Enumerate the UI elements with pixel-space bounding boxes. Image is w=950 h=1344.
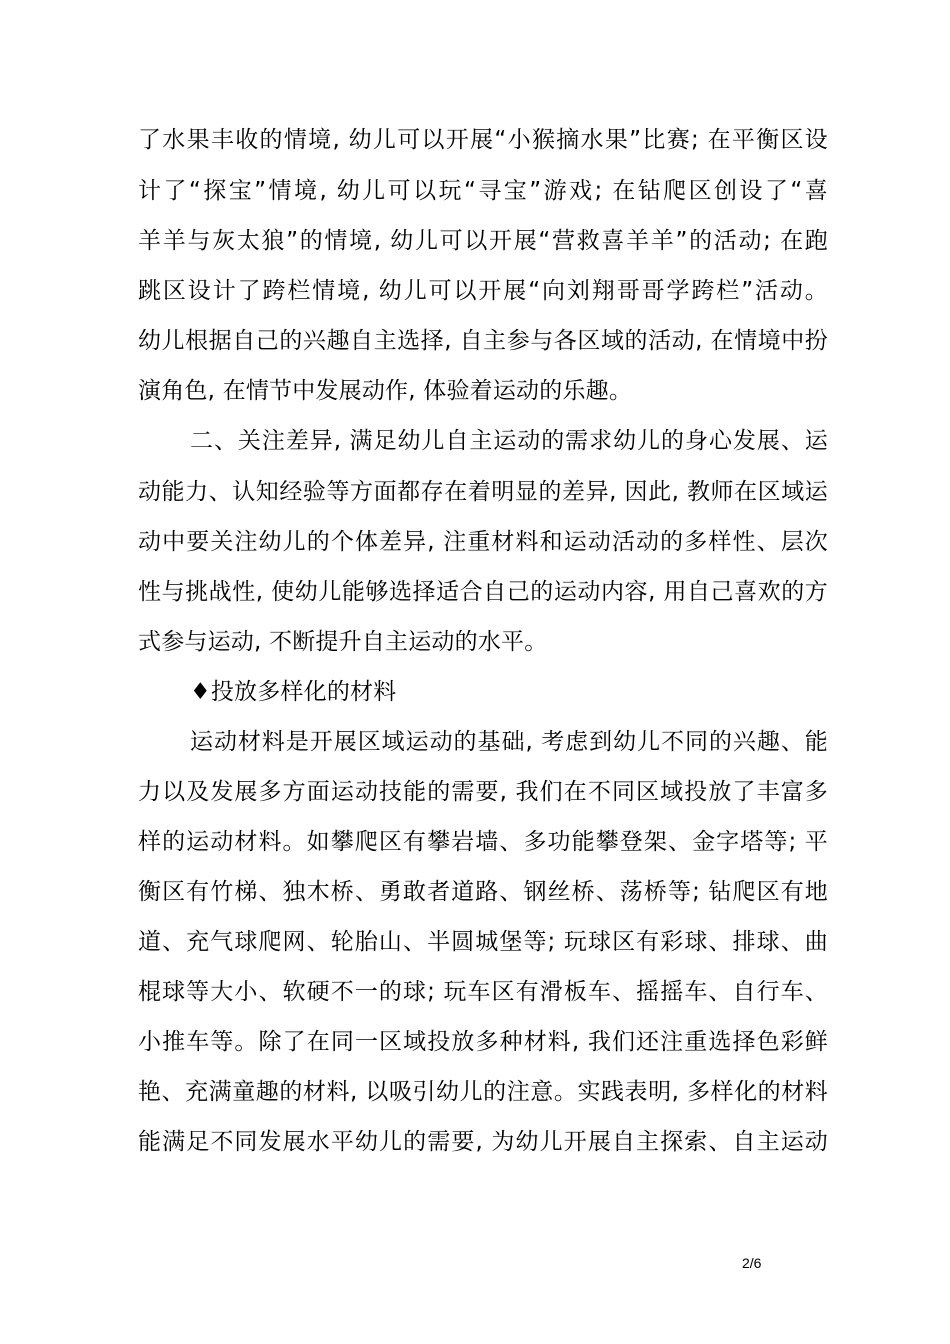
text-line: 能满足不同发展水平幼儿的需要, 为幼儿开展自主探索、自主运动 xyxy=(138,1129,828,1155)
text-line: 性与挑战性, 使幼儿能够选择适合自己的运动内容, 用自己喜欢的方 xyxy=(138,579,828,605)
text-line: 小推车等。除了在同一区域投放多种材料, 我们还注重选择色彩鲜 xyxy=(138,1029,828,1055)
text-line: 跳区设计了跨栏情境, 幼儿可以开展“向刘翔哥哥学跨栏”活动。 xyxy=(138,278,828,304)
text-line: 力以及发展多方面运动技能的需要, 我们在不同区域投放了丰富多 xyxy=(138,779,828,805)
text-line: 动中要关注幼儿的个体差异, 注重材料和运动活动的多样性、层次 xyxy=(138,529,828,555)
text-line: 计了“探宝”情境, 幼儿可以玩“寻宝”游戏; 在钻爬区创设了“喜 xyxy=(138,178,828,204)
text-line: 艳、充满童趣的材料, 以吸引幼儿的注意。实践表明, 多样化的材料 xyxy=(138,1079,828,1105)
text-line: 式参与运动, 不断提升自主运动的水平。 xyxy=(138,629,548,655)
text-line: 幼儿根据自己的兴趣自主选择, 自主参与各区域的活动, 在情境中扮 xyxy=(138,328,828,354)
text-line: 羊羊与灰太狼”的情境, 幼儿可以开展“营救喜羊羊”的活动; 在跑 xyxy=(138,228,828,254)
text-line: 动能力、认知经验等方面都存在着明显的差异, 因此, 教师在区域运 xyxy=(138,479,828,505)
text-line: 衡区有竹梯、独木桥、勇敢者道路、钢丝桥、荡桥等; 钻爬区有地 xyxy=(138,879,828,905)
text-line: 棍球等大小、软硬不一的球; 玩车区有滑板车、摇摇车、自行车、 xyxy=(138,979,828,1005)
page-number: 2/6 xyxy=(742,1255,762,1271)
text-line: 运动材料是开展区域运动的基础, 考虑到幼儿不同的兴趣、能 xyxy=(190,729,828,755)
text-line: 样的运动材料。如攀爬区有攀岩墙、多功能攀登架、金字塔等; 平 xyxy=(138,829,828,855)
section-heading-line: 二、关注差异, 满足幼儿自主运动的需求幼儿的身心发展、运 xyxy=(190,428,828,454)
text-line: 道、充气球爬网、轮胎山、半圆城堡等; 玩球区有彩球、排球、曲 xyxy=(138,929,828,955)
bullet-heading: ♦投放多样化的材料 xyxy=(190,679,397,705)
text-line: 了水果丰收的情境, 幼儿可以开展“小猴摘水果”比赛; 在平衡区设 xyxy=(138,127,828,153)
text-line: 演角色, 在情节中发展动作, 体验着运动的乐趣。 xyxy=(138,378,633,404)
